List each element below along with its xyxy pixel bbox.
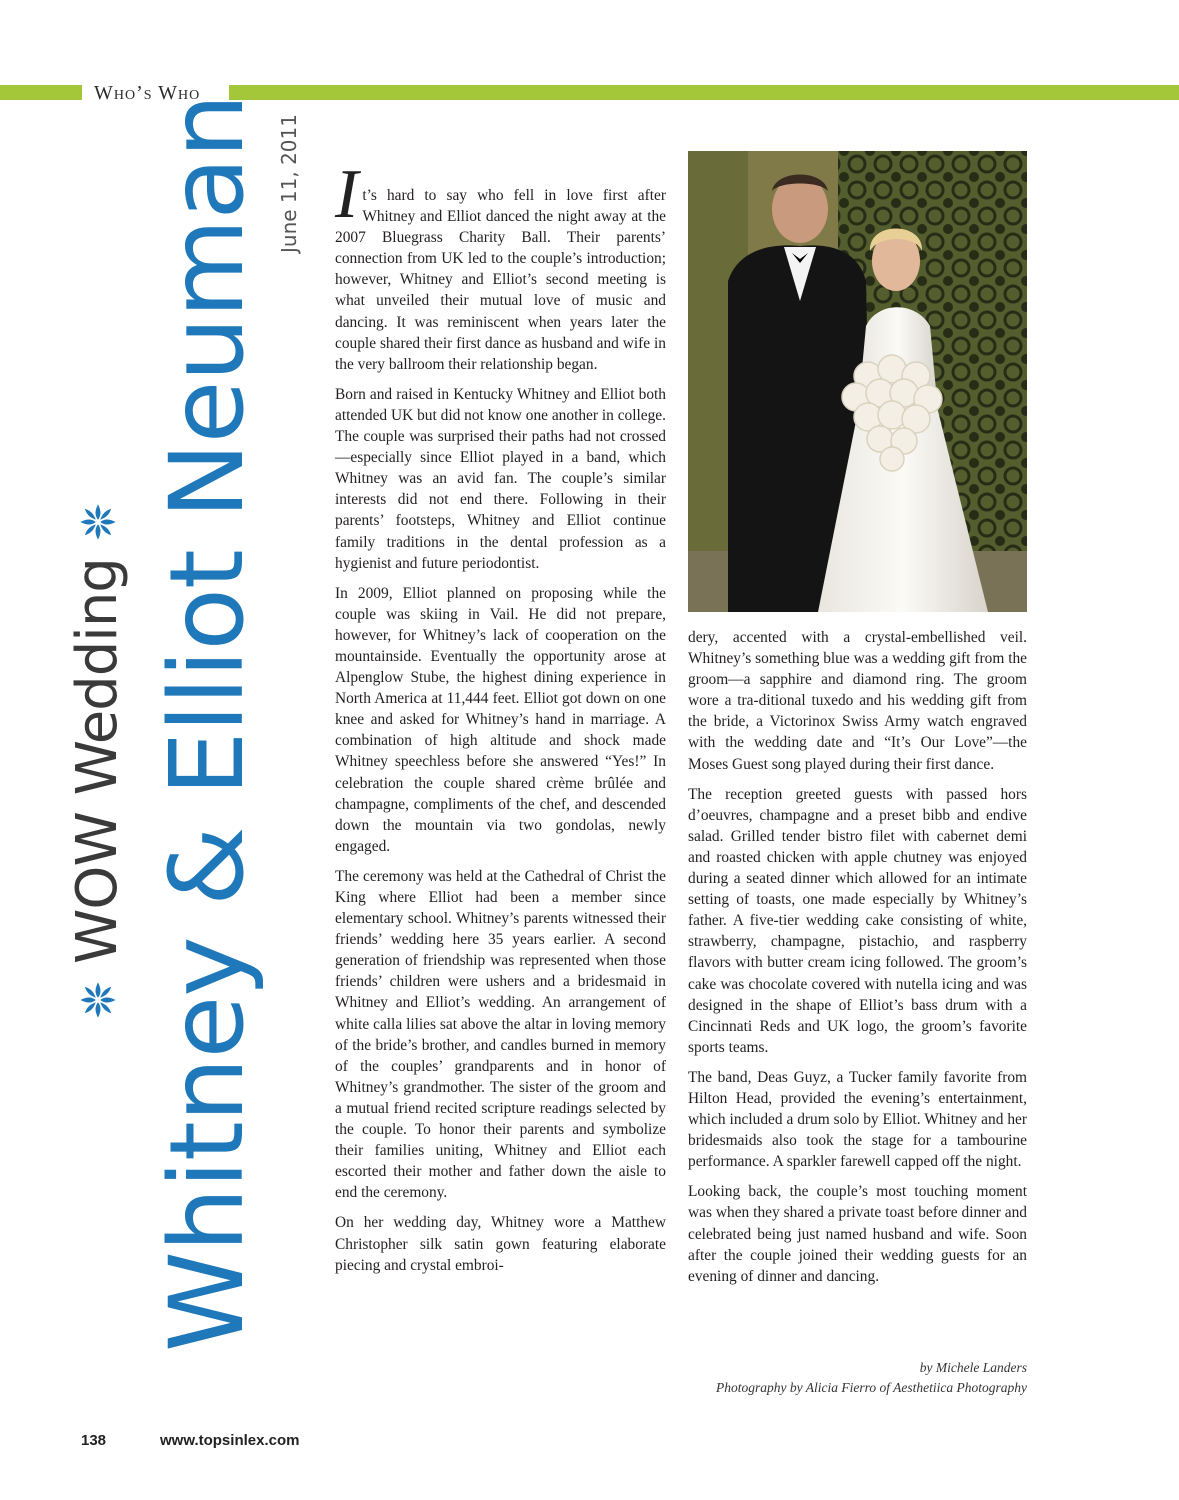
article-paragraph: Looking back, the couple’s most touching moment was when they shared a private toast before dinner and celebrated being just named husband and wife. Soon after the couple joined their wedding guests for an evening of dinner and dancing. <box>688 1183 1027 1285</box>
header-band-right <box>229 85 1179 100</box>
article-paragraph: On her wedding day, Whitney wore a Matthew Christopher silk satin gown featuring elaborate piecing and crystal embroi- <box>335 1214 666 1274</box>
article-paragraph: The ceremony was held at the Cathedral of Christ the King where Elliot had been a member since elementary school. Whitney’s parents witnessed their friends’ wedding here 35 years earlier. A second generation of friendship was represented when those friends’ children were ushers and a bridesmaid in Whitney and Elliot’s wedding. An arrangement of white calla lilies sat above the altar in loving memory of the bride’s brother, and candles burned in memory of the couples’ grandparents and in honor of Whitney’s grandmother. The sister of the groom and a mutual friend recited scripture readings selected by the couple. To honor their parents and symbolize their families uniting, Whitney and Elliot each escorted their mother and father down the aisle to end the ceremony. <box>335 867 666 1202</box>
photo-credit: Photography by Alicia Fierro of Aesthetiica Photography <box>716 1380 1027 1395</box>
article-paragraph: In 2009, Elliot planned on proposing while the couple was skiing in Vail. He did not prepare, however, for Whitney’s lack of cooperation on the mountainside. Eventually the opportunity arose at Alpenglow Stube, the highest dining experience in North America at 11,444 feet. Elliot got down on one knee and asked for Whitney’s hand in marriage. A combination of high altitude and shock made Whitney speechless before she answered “Yes!” In celebration the couple shared crème brûlée and champagne, compliments of the chef, and descended down the mountain via two gondolas, newly engaged. <box>335 584 666 855</box>
article-paragraph: The band, Deas Guyz, a Tucker family favorite from Hilton Head, provided the evening’s entertainment, which included a drum solo by Elliot. Whitney and her bridesmaids also took the stage for a tambourine performance. A sparkler farewell capped off the night. <box>688 1068 1027 1171</box>
floral-ornament-icon <box>76 978 120 1022</box>
article-paragraph: dery, accented with a crystal-embellished veil. Whitney’s something blue was a wedding gift from the groom—a sapphire and diamond ring. The groom wore a tra-ditional tuxedo and his wedding gift from the bride, a Victorinox Swiss Army watch engraved with the wedding date and “It’s Our Love”—the Moses Guest song played during their first dance. <box>688 629 1027 773</box>
article-paragraph: Born and raised in Kentucky Whitney and Elliot both attended UK but did not know one another in college. The couple was surprised their paths had not crossed—especially since Elliot played in a band, which Whitney was an avid fan. The couple’s similar interests did not end there. Following in their parents’ footsteps, Whitney and Elliot continue family traditions in the dental profession as a hygienist and future periodontist. <box>335 385 666 572</box>
article-column-2 <box>688 627 1027 1296</box>
series-title <box>65 500 130 1022</box>
article-column-1 <box>335 156 666 1285</box>
couple-names-title: Whitney & Elliot Neuman <box>148 94 267 1352</box>
paragraph-text: t’s hard to say who fell in love first after Whitney and Elliot danced the night away at the 2007 Bluegrass Charity Ball. Their parents’ connection from UK led to the couple’s introduction; however, Whitney and Elliot’s second meeting is what unveiled their mutual love of music and dancing. It was reminiscent when years later the couple shared their first dance as husband and wife in the very ballroom their relationship began. <box>335 187 666 373</box>
wedding-photo <box>688 151 1027 612</box>
series-label: WOW Wedding <box>65 558 130 964</box>
section-label: Who’s Who <box>94 82 201 104</box>
header-band-left <box>0 85 82 100</box>
wedding-date: June 11, 2011 <box>277 114 301 253</box>
article-paragraph: The reception greeted guests with passed hors d’oeuvres, champagne and a preset bibb and endive salad. Grilled tender bistro filet with cabernet demi and roasted chicken with apple chutney was enjoyed during a seated dinner which allowed for an intimate setting of toasts, one made especially by Whitney’s father. A five-tier wedding cake consisting of white, strawberry, champagne, pistachio, and raspberry flavors with butter cream icing followed. The groom’s cake was chocolate covered with nutella icing and was designed in the shape of Elliot’s bass drum with a Cincinnati Reds and UK logo, the groom’s favorite sports teams. <box>688 785 1027 1056</box>
website-url: www.topsinlex.com <box>160 1432 300 1449</box>
floral-ornament-icon <box>76 500 120 544</box>
article-paragraph <box>335 156 666 375</box>
author-credit: by Michele Landers <box>919 1360 1027 1375</box>
page-number: 138 <box>81 1432 107 1449</box>
drop-cap: I <box>335 156 359 233</box>
